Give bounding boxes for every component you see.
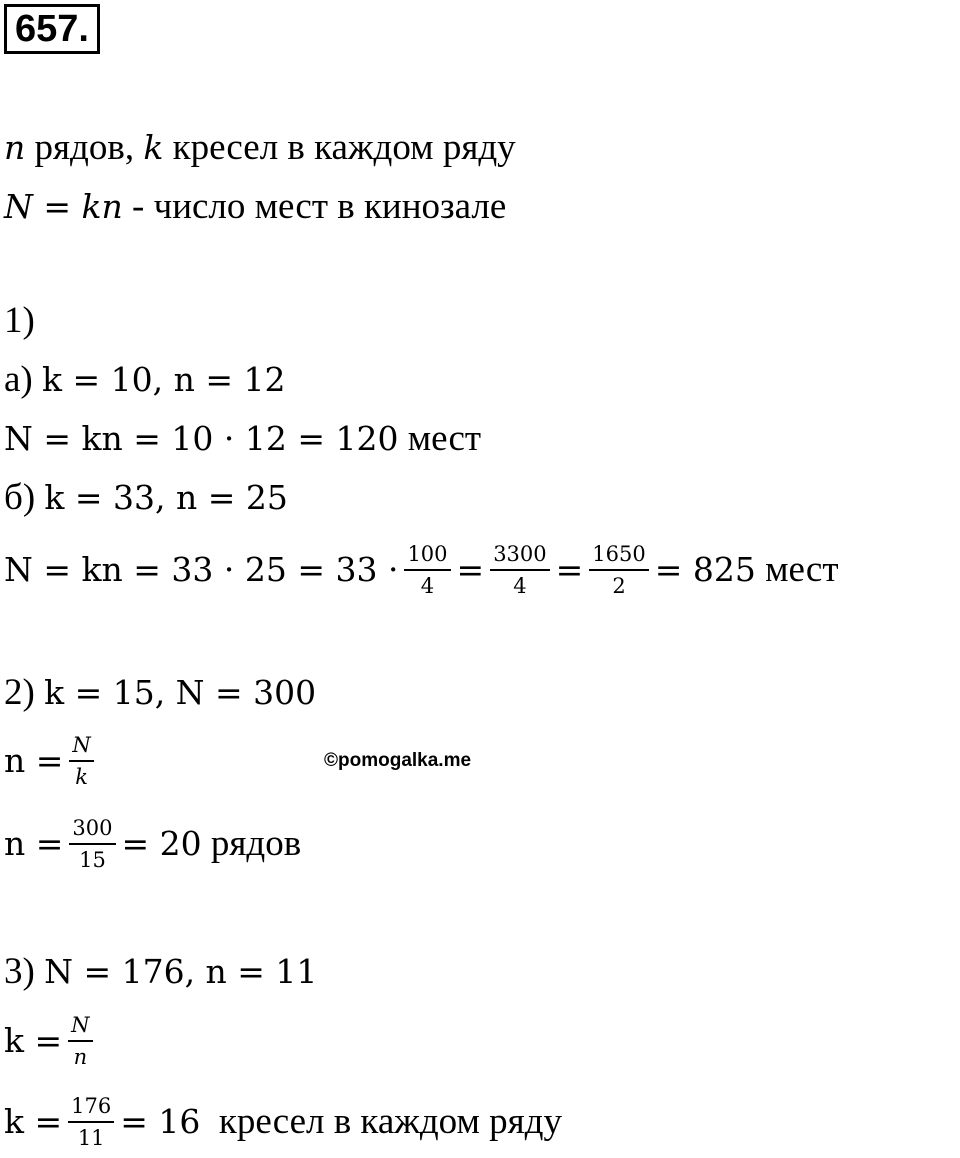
fraction-1650-2 (589, 541, 648, 599)
fraction-denominator: 15 (79, 848, 106, 872)
var-k: k (143, 128, 164, 167)
fraction-denominator: k (75, 765, 88, 789)
part1-a-values: k = 10, n = 12 (42, 360, 286, 399)
fraction-numerator: 300 (69, 815, 115, 845)
part1-a-expression: N = kn = 10 · 12 = 120 (4, 419, 399, 458)
part1-a-unit: мест (398, 418, 482, 459)
intro-line-2 (4, 185, 506, 229)
part2-values: k = 15, N = 300 (44, 673, 317, 712)
part3-values: N = 176, n = 11 (44, 952, 318, 991)
part2-calc-lhs: n = (4, 824, 64, 863)
fraction-numerator: 3300 (490, 541, 549, 571)
part2-result: = 20 (121, 824, 202, 863)
fraction-3300-4 (490, 541, 549, 599)
part3-formula-lhs: k = (4, 1021, 63, 1060)
fraction-numerator: 100 (404, 541, 450, 571)
fraction-N-k (69, 732, 93, 790)
part3-calc-lhs: k = (4, 1102, 63, 1141)
part3-unit: кресел в каждом ряду (200, 1101, 562, 1142)
intro-text-rows: рядов, (25, 127, 144, 168)
var-n: n (4, 128, 26, 167)
fraction-denominator: n (73, 1045, 88, 1069)
fraction-numerator: N (69, 732, 93, 762)
part3-formula (4, 1008, 99, 1074)
fraction-denominator: 4 (420, 574, 435, 598)
fraction-300-15 (69, 815, 115, 873)
part1-b-result: = 825 (654, 550, 756, 589)
equals-sign: = (555, 550, 584, 589)
fraction-denominator: 11 (77, 1126, 105, 1150)
fraction-denominator: 4 (513, 574, 527, 598)
part3-label: 3) (4, 951, 45, 992)
part2-calc (4, 812, 301, 876)
part2-formula-lhs: n = (4, 741, 64, 780)
fraction-176-11 (68, 1093, 114, 1151)
part1-b-label: б) (4, 477, 45, 518)
fraction-100-4 (404, 541, 450, 599)
part2-unit: рядов (201, 823, 302, 864)
part2-formula (4, 730, 100, 792)
part1-b-unit: мест (755, 549, 839, 590)
part2-given (4, 671, 316, 715)
part1-a-label: а) (4, 359, 42, 400)
part1-a-given (4, 358, 285, 402)
fraction-numerator: N (68, 1012, 92, 1042)
part2-label: 2) (4, 672, 45, 713)
part1-b-given (4, 476, 288, 520)
part3-given (4, 950, 317, 994)
fraction-numerator: 176 (68, 1093, 114, 1123)
formula-main: N = kn (4, 187, 123, 226)
problem-number: 657. (4, 4, 100, 54)
equals-sign: = (456, 550, 485, 589)
fraction-denominator: 2 (612, 574, 626, 598)
part1-a-calc (4, 417, 481, 461)
part3-result: = 16 (120, 1102, 201, 1141)
part1-b-calc (4, 540, 839, 600)
intro-line-1 (4, 126, 516, 170)
watermark: ©pomogalka.me (324, 750, 472, 771)
part1-b-values: k = 33, n = 25 (44, 478, 288, 517)
intro-text-seats: кресел в каждом ряду (163, 127, 516, 168)
formula-description: - число мест в кинозале (122, 186, 507, 227)
fraction-N-n (68, 1012, 92, 1070)
part3-calc (4, 1090, 562, 1154)
part1-b-expression: N = kn = 33 · 25 = 33 · (4, 550, 399, 589)
part1-label: 1) (4, 300, 35, 341)
fraction-numerator: 1650 (589, 541, 648, 571)
